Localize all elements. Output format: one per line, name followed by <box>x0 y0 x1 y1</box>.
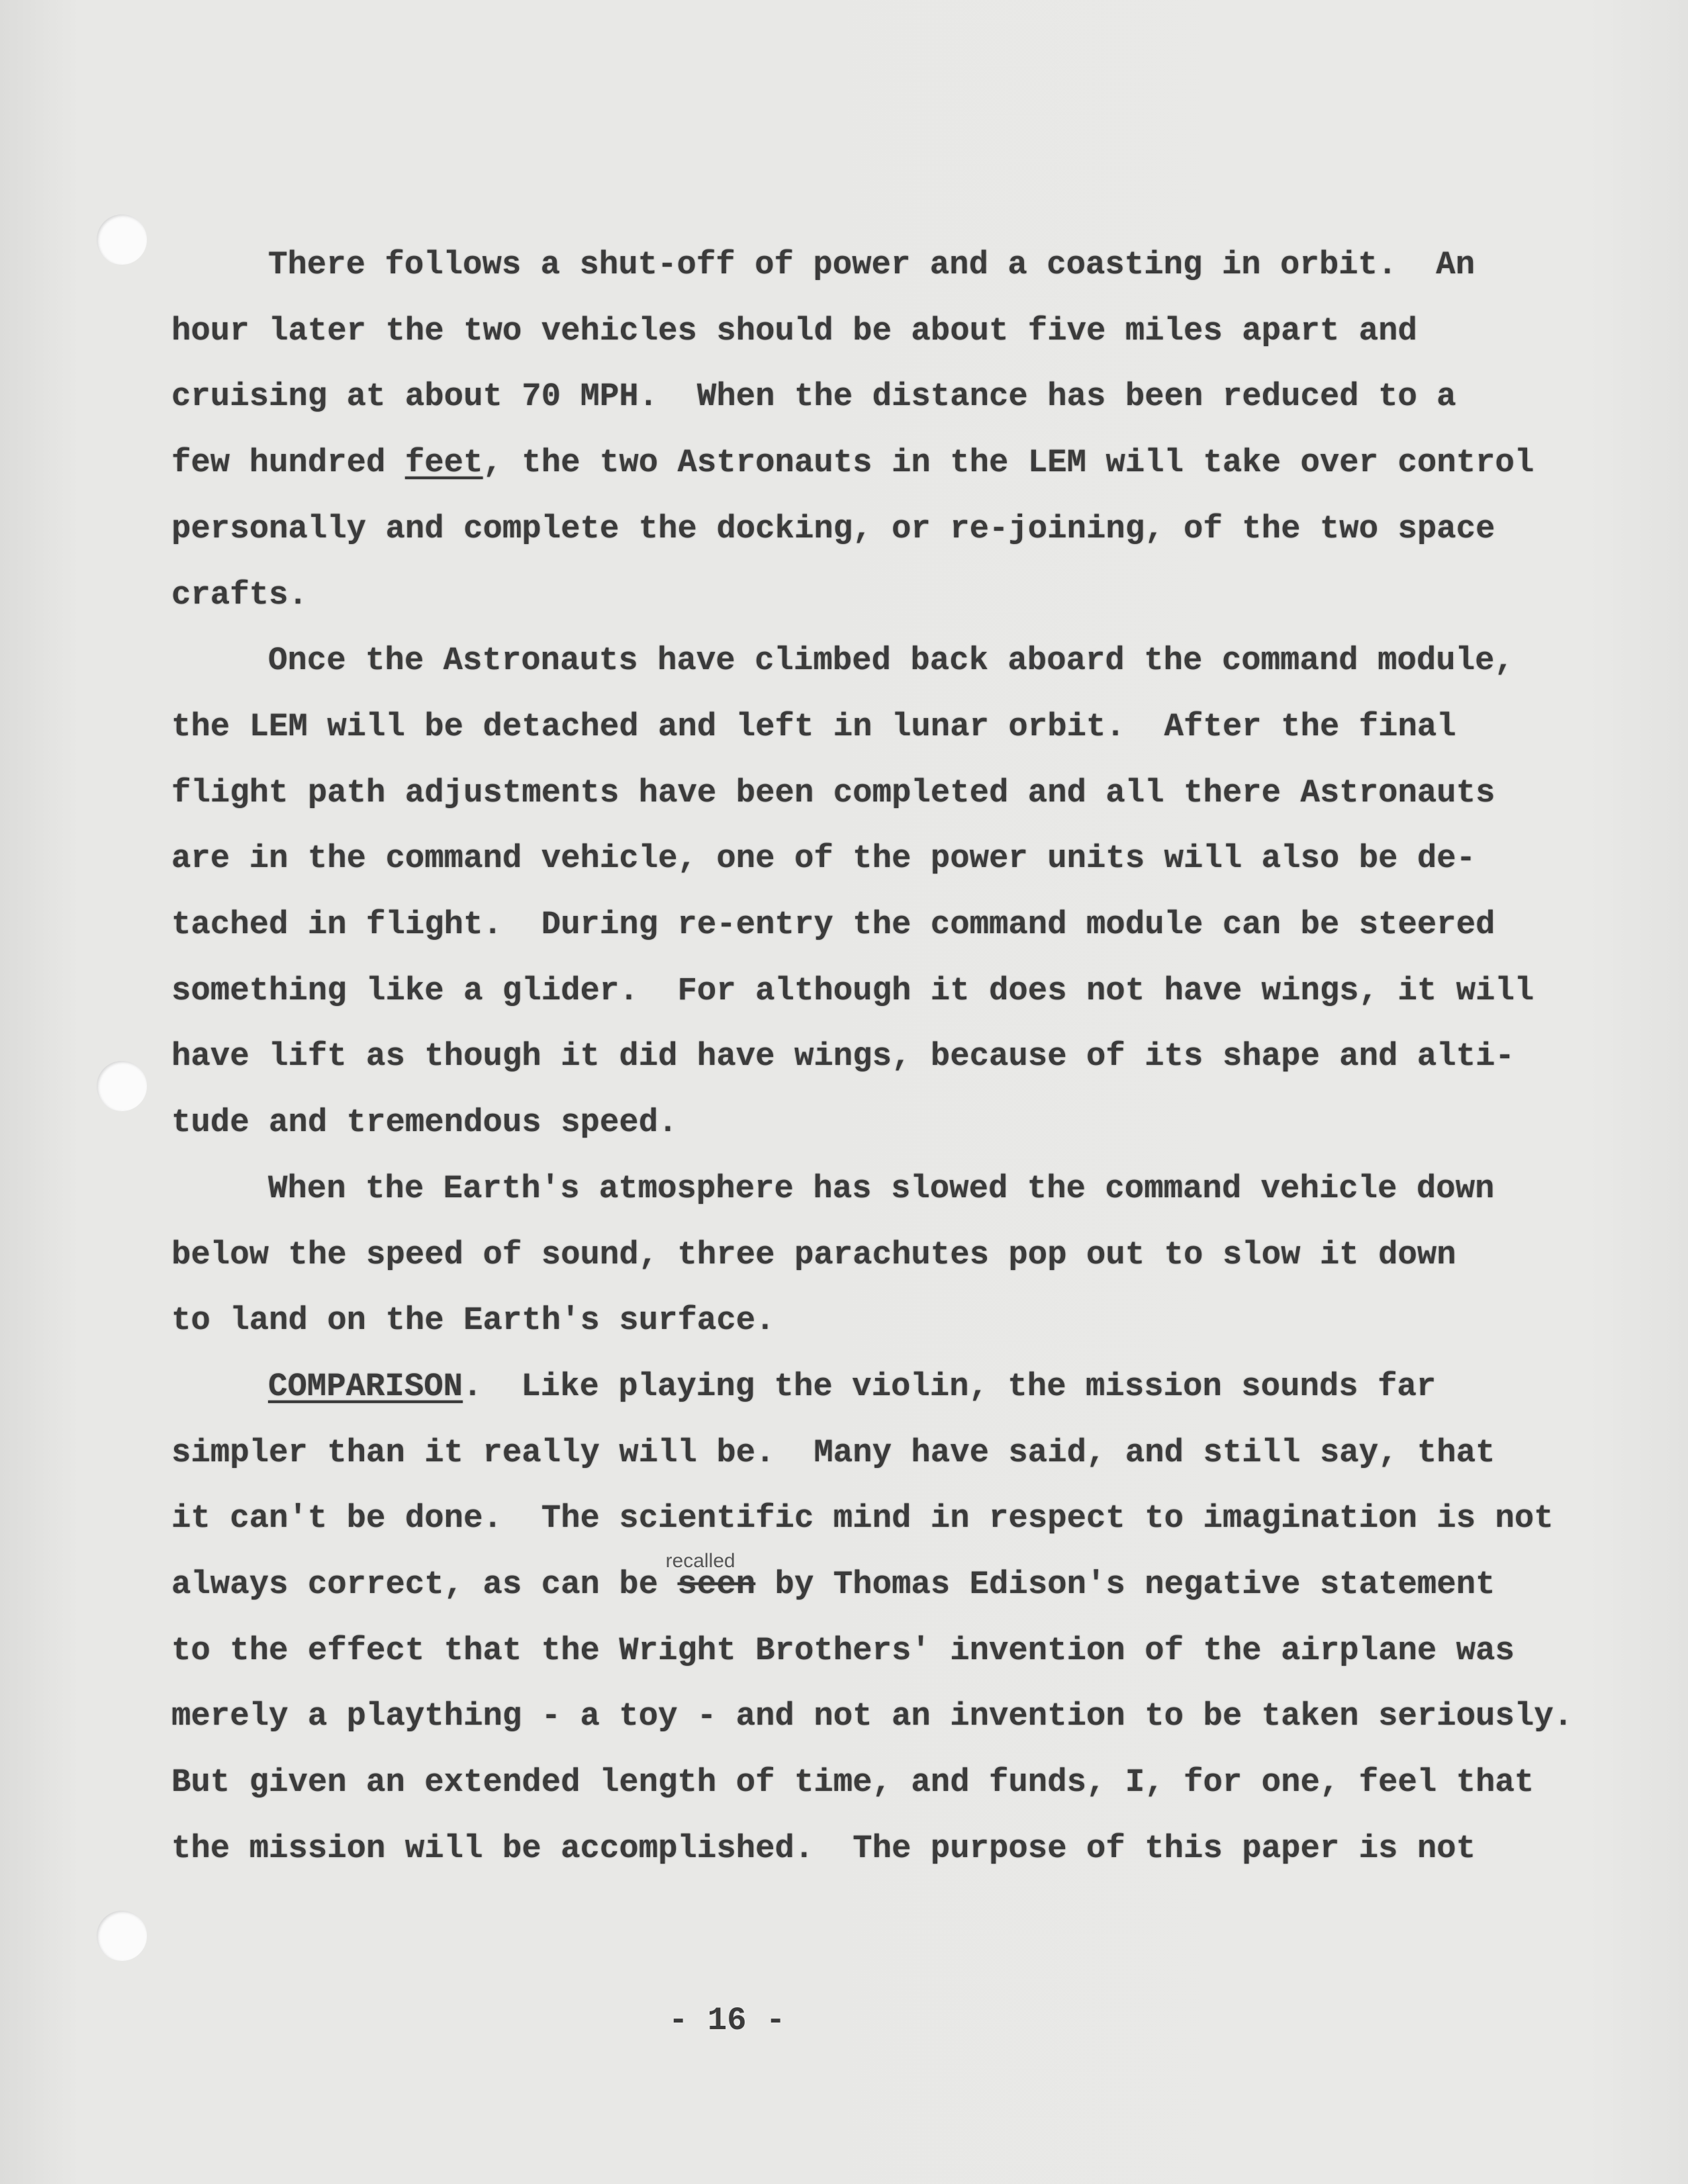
text-line <box>171 1033 1515 1079</box>
text-segment-content: But given an extended length of time, and funds, I, for one, feel that <box>171 1764 1534 1801</box>
text-line <box>171 308 1417 354</box>
text-segment-content: tude and tremendous speed. <box>171 1104 678 1142</box>
text-segment-content: by Thomas Edison's negative statement <box>755 1566 1495 1603</box>
text-line <box>171 1550 1495 1608</box>
text-line <box>268 242 1475 288</box>
text-segment <box>171 1104 678 1141</box>
text-segment-content: have lift as though it did have wings, because of its shape and alti- <box>171 1038 1515 1075</box>
text-line <box>171 835 1476 882</box>
text-segment <box>171 1632 1515 1669</box>
text-segment <box>171 1500 1554 1537</box>
text-segment <box>171 1566 678 1603</box>
text-segment-content: the mission will be accomplished. The purpose of this paper is not <box>171 1829 1476 1867</box>
text-line <box>268 637 1514 684</box>
text-line <box>171 770 1495 816</box>
text-line <box>171 1627 1515 1674</box>
text-segment <box>171 1038 1515 1075</box>
text-line <box>171 1099 678 1146</box>
text-line <box>171 1693 1573 1739</box>
text-segment-content: few hundred <box>171 444 405 482</box>
text-segment <box>171 1698 1573 1735</box>
text-segment <box>171 312 1417 349</box>
text-segment <box>171 1764 1534 1801</box>
text-segment-content: seen <box>677 1566 756 1603</box>
text-segment-content: tached in flight. During re-entry the command module can be steered <box>171 906 1495 943</box>
text-segment <box>483 444 1534 481</box>
text-segment-content: hour later the two vehicles should be about five miles apart and <box>171 312 1417 349</box>
text-segment <box>171 1236 1456 1273</box>
text-segment-content: crafts. <box>171 576 308 614</box>
struck-text <box>665 1550 756 1603</box>
text-segment-content: to land on the Earth's surface. <box>171 1302 775 1340</box>
text-segment-content: merely a plaything - a toy - and not an invention to be taken seriously. <box>171 1698 1573 1735</box>
underlined-text <box>405 444 483 481</box>
text-segment-content: to the effect that the Wright Brothers' invention of the airplane was <box>171 1631 1515 1669</box>
text-segment <box>171 444 405 481</box>
text-segment <box>755 1566 1495 1603</box>
text-segment-content: . Like playing the violin, the mission sounds far <box>463 1367 1436 1405</box>
text-segment-content: always correct, as can be <box>171 1566 678 1603</box>
text-segment <box>171 708 1456 745</box>
text-line <box>171 373 1456 420</box>
text-line <box>171 1495 1554 1541</box>
page-number: - 16 - <box>669 2002 786 2039</box>
text-segment <box>171 378 1456 415</box>
text-line <box>268 1165 1495 1212</box>
text-line <box>171 1825 1476 1872</box>
text-line <box>171 572 308 618</box>
binder-hole <box>97 1061 147 1111</box>
text-segment-content: There follows a shut-off of power and a coasting in orbit. An <box>268 246 1476 283</box>
text-segment-content: Once the Astronauts have climbed back aboard the command module, <box>268 642 1514 680</box>
text-segment-content: COMPARISON <box>268 1367 463 1405</box>
text-segment-content: cruising at about 70 MPH. When the distance has been reduced to a <box>171 378 1456 416</box>
text-segment <box>171 1830 1476 1867</box>
text-segment <box>268 1170 1495 1207</box>
text-line <box>171 1759 1534 1805</box>
text-segment-content: are in the command vehicle, one of the power units will also be de- <box>171 840 1476 878</box>
text-segment <box>171 906 1495 943</box>
text-segment-content: below the speed of sound, three parachutes pop out to slow it down <box>171 1236 1456 1273</box>
text-segment-content: it can't be done. The scientific mind in respect to imagination is not <box>171 1500 1554 1537</box>
binder-hole <box>97 214 147 265</box>
text-segment <box>171 510 1495 547</box>
text-segment <box>463 1368 1436 1405</box>
text-line <box>171 1430 1495 1476</box>
text-line <box>171 439 1534 486</box>
text-segment <box>171 840 1476 877</box>
text-segment-content: feet <box>404 444 483 482</box>
text-segment <box>268 642 1514 679</box>
text-line <box>171 1232 1456 1278</box>
text-line <box>171 704 1456 750</box>
text-segment-content: , the two Astronauts in the LEM will take over control <box>483 444 1534 482</box>
text-segment <box>171 1434 1495 1471</box>
underlined-text <box>268 1368 463 1405</box>
handwritten-correction: recalled <box>665 1550 735 1572</box>
text-line <box>171 1297 775 1343</box>
text-segment-content: simpler than it really will be. Many have said, and still say, that <box>171 1433 1495 1471</box>
text-line <box>171 901 1495 948</box>
text-segment-content: personally and complete the docking, or re-joining, of the two space <box>171 510 1495 547</box>
text-segment-content: flight path adjustments have been completed and all there Astronauts <box>171 774 1495 811</box>
text-segment <box>171 576 308 614</box>
text-segment-content: the LEM will be detached and left in lunar orbit. After the final <box>171 707 1456 745</box>
text-segment <box>268 246 1475 283</box>
text-segment <box>171 972 1534 1009</box>
text-segment-content: something like a glider. For although it does not have wings, it will <box>171 972 1534 1009</box>
text-segment <box>171 774 1495 811</box>
text-line <box>268 1363 1436 1410</box>
text-segment-content: When the Earth's atmosphere has slowed the command vehicle down <box>268 1169 1495 1207</box>
binder-hole <box>97 1911 147 1961</box>
text-line <box>171 968 1534 1014</box>
text-segment <box>171 1302 775 1339</box>
text-line <box>171 506 1495 552</box>
